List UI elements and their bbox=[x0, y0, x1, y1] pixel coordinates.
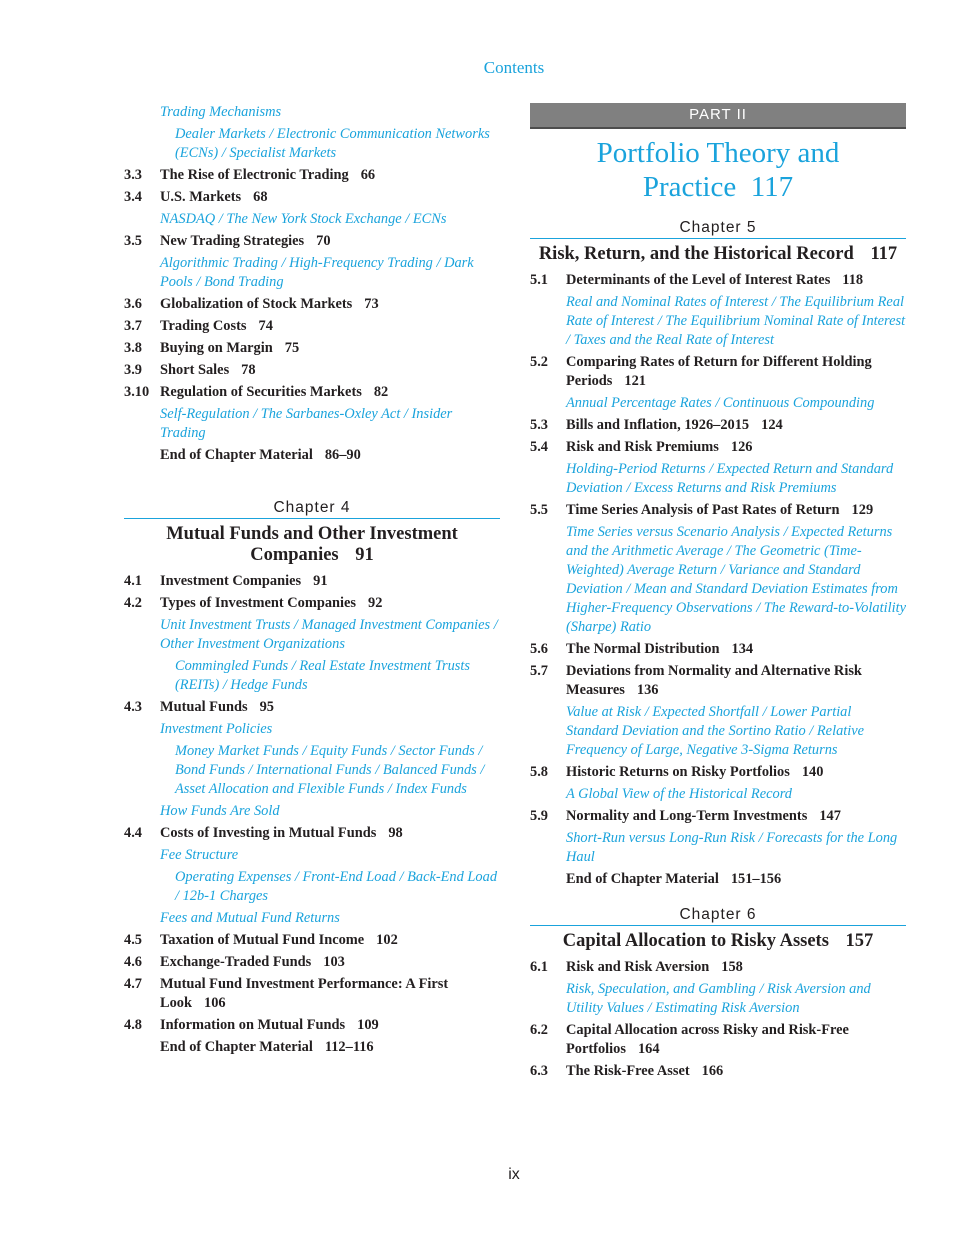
toc-section-5-5 bbox=[530, 501, 906, 520]
section-number: 3.10 bbox=[124, 384, 150, 400]
toc-section-5-8 bbox=[530, 763, 906, 782]
chapter-6-heading bbox=[530, 906, 906, 952]
section-page: 70 bbox=[316, 233, 331, 249]
section-title: Types of Investment Companies bbox=[160, 595, 357, 611]
section-number: 6.3 bbox=[530, 1063, 548, 1079]
section-number: 5.4 bbox=[530, 439, 548, 455]
section-number: 4.6 bbox=[124, 954, 142, 970]
toc-topic: A Global View of the Historical Record bbox=[566, 786, 792, 802]
section-title: The Risk-Free Asset bbox=[566, 1063, 690, 1079]
section-title: Costs of Investing in Mutual Funds bbox=[160, 825, 377, 841]
toc-end-of-chapter bbox=[160, 1038, 500, 1057]
toc-section-3-7 bbox=[124, 317, 500, 336]
section-number: 5.9 bbox=[530, 808, 548, 824]
toc-section-3-5 bbox=[124, 232, 500, 251]
section-page: 118 bbox=[842, 272, 864, 288]
section-title: Taxation of Mutual Fund Income bbox=[160, 932, 365, 948]
toc-section-6-3 bbox=[530, 1062, 906, 1081]
toc-left-column bbox=[124, 103, 500, 1057]
section-page: 140 bbox=[801, 764, 824, 780]
toc-subtopic: Operating Expenses / Front-End Load / Back-End Load / 12b-1 Charges bbox=[175, 869, 498, 904]
section-title: Mutual Fund Investment Performance: A First Look bbox=[160, 976, 449, 1011]
chapter-label: Chapter 6 bbox=[530, 906, 906, 926]
section-page: 124 bbox=[761, 417, 783, 433]
section-number: 3.6 bbox=[124, 296, 142, 312]
end-of-chapter-pages: 112–116 bbox=[324, 1039, 374, 1055]
toc-section-5-1 bbox=[530, 271, 906, 290]
section-page: 75 bbox=[284, 340, 300, 356]
toc-section-4-4 bbox=[124, 824, 500, 843]
section-page: 136 bbox=[636, 682, 659, 698]
chapter-label: Chapter 5 bbox=[530, 219, 906, 239]
toc-section-4-2 bbox=[124, 594, 500, 613]
chapter-4-heading bbox=[124, 499, 500, 566]
section-page: 121 bbox=[624, 373, 646, 389]
toc-topic: Fee Structure bbox=[160, 847, 239, 863]
toc-topic: Short-Run versus Long-Run Risk / Forecasts for the Long Haul bbox=[566, 830, 898, 865]
toc-topic: Risk, Speculation, and Gambling / Risk Aversion and Utility Values / Estimating Risk Aversion bbox=[566, 981, 871, 1016]
section-number: 4.1 bbox=[124, 573, 142, 589]
section-page: 102 bbox=[376, 932, 398, 948]
toc-section-4-3 bbox=[124, 698, 500, 717]
section-page: 103 bbox=[323, 954, 345, 970]
section-title: Exchange-Traded Funds bbox=[160, 954, 312, 970]
toc-topic: Investment Policies bbox=[160, 721, 273, 737]
section-title: Comparing Rates of Return for Different Holding Periods bbox=[566, 354, 872, 389]
part-label: PART II bbox=[530, 103, 906, 129]
end-of-chapter-pages: 86–90 bbox=[324, 447, 361, 463]
toc-topic: Holding-Period Returns / Expected Return and Standard Deviation / Excess Returns and Risk Premiums bbox=[566, 461, 894, 496]
section-number: 5.5 bbox=[530, 502, 548, 518]
toc-section-3-4 bbox=[124, 188, 500, 207]
section-number: 4.5 bbox=[124, 932, 142, 948]
toc-subtopic: Dealer Markets / Electronic Communication Networks (ECNs) / Specialist Markets bbox=[175, 126, 490, 161]
toc-section-4-7 bbox=[124, 975, 500, 1013]
section-page: 98 bbox=[388, 825, 403, 841]
section-page: 68 bbox=[253, 189, 268, 205]
section-title: Investment Companies bbox=[160, 573, 302, 589]
section-page: 78 bbox=[241, 362, 256, 378]
page-number: ix bbox=[508, 1166, 520, 1183]
section-number: 6.1 bbox=[530, 959, 548, 975]
section-number: 6.2 bbox=[530, 1022, 548, 1038]
section-title: Risk and Risk Aversion bbox=[566, 959, 710, 975]
section-page: 66 bbox=[360, 167, 376, 183]
toc-section-5-3 bbox=[530, 416, 906, 435]
section-page: 126 bbox=[730, 439, 753, 455]
section-title: New Trading Strategies bbox=[160, 233, 305, 249]
section-page: 147 bbox=[819, 808, 841, 824]
section-number: 3.8 bbox=[124, 340, 142, 356]
section-title: Mutual Funds bbox=[160, 699, 248, 715]
running-header: Contents bbox=[483, 58, 545, 77]
toc-topic: NASDAQ / The New York Stock Exchange / ECNs bbox=[160, 211, 447, 227]
toc-subtopic: Commingled Funds / Real Estate Investment Trusts (REITs) / Hedge Funds bbox=[175, 658, 470, 693]
section-title: Bills and Inflation, 1926–2015 bbox=[566, 417, 750, 433]
toc-section-5-4 bbox=[530, 438, 906, 457]
section-number: 5.6 bbox=[530, 641, 548, 657]
part-title: Portfolio Theory and Practice 117 bbox=[596, 137, 840, 203]
toc-section-5-9 bbox=[530, 807, 906, 826]
toc-section-3-10 bbox=[124, 383, 500, 402]
toc-topic: Unit Investment Trusts / Managed Investment Companies / Other Investment Organizations bbox=[160, 617, 498, 652]
section-number: 4.4 bbox=[124, 825, 142, 841]
section-title: The Normal Distribution bbox=[566, 641, 720, 657]
section-number: 4.7 bbox=[124, 976, 142, 992]
section-number: 5.3 bbox=[530, 417, 548, 433]
section-number: 4.3 bbox=[124, 699, 142, 715]
section-title: Risk and Risk Premiums bbox=[566, 439, 719, 455]
section-page: 129 bbox=[851, 502, 874, 518]
section-number: 3.5 bbox=[124, 233, 142, 249]
toc-topic: Trading Mechanisms bbox=[160, 104, 282, 120]
toc-section-4-8 bbox=[124, 1016, 500, 1035]
section-title: Information on Mutual Funds bbox=[160, 1017, 346, 1033]
section-number: 3.9 bbox=[124, 362, 142, 378]
section-title: Regulation of Securities Markets bbox=[160, 384, 362, 400]
toc-topic: Fees and Mutual Fund Returns bbox=[160, 910, 340, 926]
toc-topic: Self-Regulation / The Sarbanes-Oxley Act / Insider Trading bbox=[160, 406, 453, 441]
section-title: Time Series Analysis of Past Rates of Return bbox=[566, 502, 840, 518]
section-page: 74 bbox=[258, 318, 273, 334]
section-page: 91 bbox=[313, 573, 328, 589]
section-page: 73 bbox=[364, 296, 379, 312]
section-page: 82 bbox=[373, 384, 389, 400]
section-number: 4.2 bbox=[124, 595, 142, 611]
section-page: 92 bbox=[368, 595, 383, 611]
chapter-5-heading bbox=[530, 219, 906, 265]
toc-section-4-1 bbox=[124, 572, 500, 591]
section-title: Trading Costs bbox=[160, 318, 247, 334]
toc-topic: Algorithmic Trading / High-Frequency Trading / Dark Pools / Bond Trading bbox=[160, 255, 474, 290]
toc-section-4-6 bbox=[124, 953, 500, 972]
section-title: Globalization of Stock Markets bbox=[160, 296, 353, 312]
toc-section-3-8 bbox=[124, 339, 500, 358]
toc-section-3-3 bbox=[124, 166, 500, 185]
chapter-title: Mutual Funds and Other Investment Companies 91 bbox=[166, 524, 458, 565]
chapter-title: Capital Allocation to Risky Assets 157 bbox=[562, 931, 874, 951]
toc-topic: Real and Nominal Rates of Interest / The Equilibrium Real Rate of Interest / The Equilibrium Nominal Rate of Interest / Taxes and the Real Rate of Interest bbox=[566, 294, 906, 348]
section-number: 5.2 bbox=[530, 354, 548, 370]
section-number: 4.8 bbox=[124, 1017, 142, 1033]
end-of-chapter-title: End of Chapter Material bbox=[160, 1039, 313, 1055]
toc-right-column bbox=[530, 103, 906, 1081]
section-title: Historic Returns on Risky Portfolios bbox=[566, 764, 790, 780]
toc-section-6-1 bbox=[530, 958, 906, 977]
section-page: 164 bbox=[637, 1041, 660, 1057]
section-number: 5.1 bbox=[530, 272, 548, 288]
toc-end-of-chapter bbox=[160, 446, 500, 465]
toc-section-5-6 bbox=[530, 640, 906, 659]
chapter-label: Chapter 4 bbox=[124, 499, 500, 519]
toc-topic: Value at Risk / Expected Shortfall / Lower Partial Standard Deviation and the Sortino Ratio / Relative Frequency of Large, Negative 3-Sigma Returns bbox=[566, 704, 865, 758]
section-page: 158 bbox=[721, 959, 743, 975]
section-page: 109 bbox=[357, 1017, 379, 1033]
toc-topic: Annual Percentage Rates / Continuous Compounding bbox=[566, 395, 875, 411]
section-title: Deviations from Normality and Alternative Risk Measures bbox=[566, 663, 862, 698]
section-number: 3.4 bbox=[124, 189, 142, 205]
section-number: 3.7 bbox=[124, 318, 142, 334]
toc-section-3-9 bbox=[124, 361, 500, 380]
toc-section-5-7 bbox=[530, 662, 906, 700]
section-page: 95 bbox=[259, 699, 274, 715]
section-number: 5.7 bbox=[530, 663, 548, 679]
end-of-chapter-title: End of Chapter Material bbox=[160, 447, 313, 463]
section-number: 3.3 bbox=[124, 167, 142, 183]
section-title: The Rise of Electronic Trading bbox=[160, 167, 349, 183]
toc-topic: How Funds Are Sold bbox=[160, 803, 280, 819]
section-title: Determinants of the Level of Interest Rates bbox=[566, 272, 831, 288]
section-title: Buying on Margin bbox=[160, 340, 273, 356]
end-of-chapter-title: End of Chapter Material bbox=[566, 871, 719, 887]
section-page: 106 bbox=[204, 995, 226, 1011]
section-page: 166 bbox=[701, 1063, 724, 1079]
section-title: Short Sales bbox=[160, 362, 230, 378]
chapter-title: Risk, Return, and the Historical Record 117 bbox=[538, 244, 898, 264]
toc-section-5-2 bbox=[530, 353, 906, 391]
toc-section-4-5 bbox=[124, 931, 500, 950]
section-title: Normality and Long-Term Investments bbox=[566, 808, 808, 824]
section-page: 134 bbox=[731, 641, 754, 657]
section-title: U.S. Markets bbox=[160, 189, 242, 205]
toc-end-of-chapter bbox=[566, 870, 906, 889]
toc-section-6-2 bbox=[530, 1021, 906, 1059]
end-of-chapter-pages: 151–156 bbox=[730, 871, 782, 887]
toc-subtopic: Money Market Funds / Equity Funds / Sector Funds / Bond Funds / International Funds / Balanced Funds / Asset Allocation and Flexible Funds / Index Funds bbox=[175, 743, 485, 797]
toc-topic: Time Series versus Scenario Analysis / Expected Returns and the Arithmetic Average / The Geometric (Time-Weighted) Average Return / Variance and Standard Deviation / Mean and Standard Deviation Estimates from Higher-Frequency Observations / The Reward-to-Volatility (Sharpe) Ratio bbox=[566, 524, 906, 635]
section-title: Capital Allocation across Risky and Risk-Free Portfolios bbox=[566, 1022, 849, 1057]
toc-section-3-6 bbox=[124, 295, 500, 314]
section-number: 5.8 bbox=[530, 764, 548, 780]
